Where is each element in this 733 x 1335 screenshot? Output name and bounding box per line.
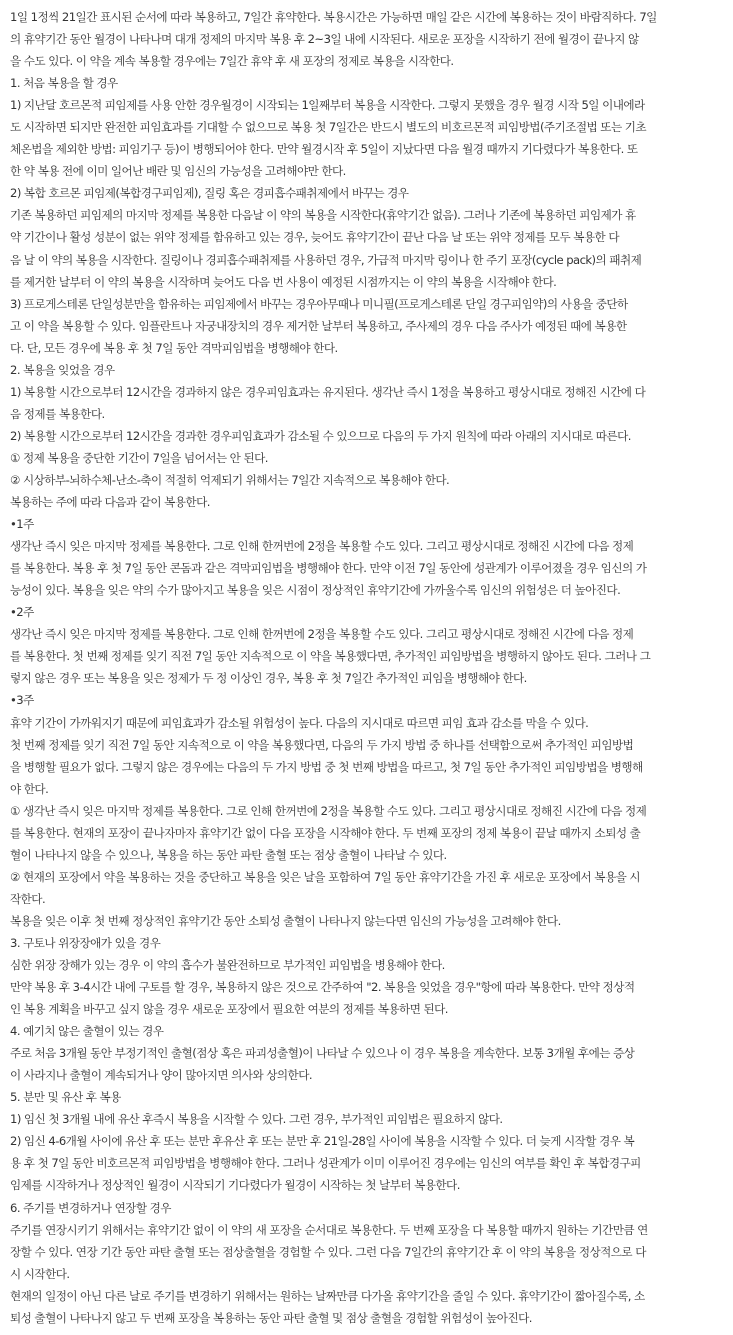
text-line: •3주 — [10, 693, 34, 708]
text-line: 4. 예기치 않은 출혈이 있는 경우 — [10, 1024, 164, 1039]
text-line: 다. 단, 모든 경우에 복용 후 첫 7일 동안 격막피임법을 병행해야 한다. — [10, 340, 338, 355]
text-line: 의 휴약기간 동안 월경이 나타나며 대개 정제의 마지막 복용 후 2~3일 내에 시작된다. 새로운 포장을 시작하기 전에 월경이 끝나지 않 — [10, 32, 639, 47]
text-line: 음 정제를 복용한다. — [10, 406, 105, 421]
text-line: 5. 분만 및 유산 후 복용 — [10, 1090, 121, 1105]
text-line: 3) 프로게스테론 단일성분만을 함유하는 피임제에서 바꾸는 경우아무때나 미니필(프로게스테론 단일 경구피임약)의 사용을 중단하 — [10, 296, 628, 311]
text-line: 1. 처음 복용을 할 경우 — [10, 76, 118, 91]
text-line: 용 후 첫 7일 동안 비호르몬적 피임방법을 병행해야 한다. 그러나 성관계가 이미 이루어진 경우에는 임신의 여부를 확인 후 복합경구피 — [10, 1156, 641, 1171]
text-line: •1주 — [10, 517, 34, 532]
text-line: 임제를 시작하거나 정상적인 월경이 시작되기 기다렸다가 월경이 시작하는 첫 날부터 복용한다. — [10, 1178, 460, 1193]
text-line: 시 시작한다. — [10, 1266, 70, 1281]
text-line: 을 수도 있다. 이 약을 계속 복용할 경우에는 7일간 휴약 후 새 포장의 정제로 복용을 시작한다. — [10, 54, 454, 69]
text-line: ② 현재의 포장에서 약을 복용하는 것을 중단하고 복용을 잊은 날을 포함하여 7일 동안 휴약기간을 가진 후 새로운 포장에서 복용을 시 — [10, 869, 641, 884]
text-line: 야 한다. — [10, 781, 49, 796]
text-line: 복용을 잊은 이후 첫 번째 정상적인 휴약기간 동안 소퇴성 출혈이 나타나지 않는다면 임신의 가능성을 고려해야 한다. — [10, 913, 561, 928]
text-line: 생각난 즉시 잊은 마지막 정제를 복용한다. 그로 인해 한꺼번에 2정을 복용할 수도 있다. 그리고 평상시대로 정해진 시간에 다음 정제 — [10, 627, 634, 642]
text-line: 를 복용한다. 첫 번째 정제를 잊기 직전 7일 동안 지속적으로 이 약을 복용했다면, 추가적인 피임방법을 병행하지 않아도 된다. 그러나 그 — [10, 649, 651, 664]
text-line: 1) 지난달 호르몬적 피임제를 사용 안한 경우월경이 시작되는 1일째부터 복용을 시작한다. 그렇지 못했을 경우 월경 시작 5일 이내에라 — [10, 98, 645, 113]
text-line: 1) 복용할 시간으로부터 12시간을 경과하지 않은 경우피임효과는 유지된다. 생각난 즉시 1정을 복용하고 평상시대로 정해진 시간에 다 — [10, 384, 646, 399]
text-line: 능성이 있다. 복용을 잊은 약의 수가 많아지고 복용을 잊은 시점이 정상적인 휴약기간에 가까울수록 임신의 위험성은 더 높아진다. — [10, 583, 621, 598]
text-line: ① 생각난 즉시 잊은 마지막 정제를 복용한다. 그로 인해 한꺼번에 2정을 복용할 수도 있다. 그리고 평상시대로 정해진 시간에 다음 정제 — [10, 803, 647, 818]
text-line: 를 제거한 날부터 이 약의 복용을 시작하며 늦어도 다음 번 사용이 예정된 시점까지는 이 약의 복용을 시작해야 한다. — [10, 274, 557, 289]
text-line: 한 약 복용 전에 이미 일어난 배란 및 임신의 가능성을 고려해야만 한다. — [10, 164, 346, 179]
text-line: •2주 — [10, 605, 34, 620]
text-line: 혈이 나타나지 않을 수 있으나, 복용을 하는 동안 파탄 출혈 또는 점상 출혈이 나타날 수 있다. — [10, 847, 447, 862]
text-line: 복용하는 주에 따라 다음과 같이 복용한다. — [10, 495, 210, 510]
text-line: 만약 복용 후 3-4시간 내에 구토를 할 경우, 복용하지 않은 것으로 간주하여 "2. 복용을 잊었을 경우"항에 따라 복용한다. 만약 정상적 — [10, 980, 635, 995]
text-line: 인 복용 계획을 바꾸고 싶지 않을 경우 새로운 포장에서 필요한 여분의 정제를 복용하면 된다. — [10, 1002, 448, 1017]
text-line: ② 시상하부-뇌하수체-난소-축이 적절히 억제되기 위해서는 7일간 지속적으로 복용해야 한다. — [10, 472, 450, 487]
text-line: 를 복용한다. 현재의 포장이 끝나자마자 휴약기간 없이 다음 포장을 시작해야 한다. 두 번째 포장의 정제 복용이 끝날 때까지 소퇴성 출 — [10, 825, 641, 840]
text-line: 도 시작하면 되지만 완전한 피임효과를 기대할 수 없으므로 복용 첫 7일간은 반드시 별도의 비호르몬적 피임방법(주기조절법 또는 기초 — [10, 120, 647, 135]
text-line: 현재의 일정이 아닌 다른 날로 주기를 변경하기 위해서는 원하는 날짜만큼 다가올 휴약기간을 줄일 수 있다. 휴약기간이 짧아질수록, 소 — [10, 1288, 645, 1303]
text-line: 약 기간이나 활성 성분이 없는 위약 정제를 함유하고 있는 경우, 늦어도 휴약기간이 끝난 다음 날 또는 위약 정제를 모두 복용한 다 — [10, 230, 619, 245]
text-line: 주기를 연장시키기 위해서는 휴약기간 없이 이 약의 새 포장을 순서대로 복용한다. 두 번째 포장을 다 복용할 때까지 원하는 기간만큼 연 — [10, 1222, 648, 1237]
text-line: 퇴성 출혈이 나타나지 않고 두 번째 포장을 복용하는 동안 파탄 출혈 및 점상 출혈을 경험할 위험성이 높아진다. — [10, 1310, 532, 1325]
text-line: 음 날 이 약의 복용을 시작한다. 질링이나 경피흡수패취제를 사용하던 경우, 가급적 마지막 링이나 한 주기 포장(cycle pack)의 패취제 — [10, 252, 642, 267]
text-line: 이 사라지나 출혈이 계속되거나 양이 많아지면 의사와 상의한다. — [10, 1068, 312, 1083]
text-line: 6. 주기를 변경하거나 연장할 경우 — [10, 1200, 171, 1215]
text-line: 2) 복합 호르몬 피임제(복합경구피임제), 질링 혹은 경피흡수패취제에서 바꾸는 경우 — [10, 186, 409, 201]
text-line: 작한다. — [10, 891, 46, 906]
text-line: 2. 복용을 잊었을 경우 — [10, 362, 115, 377]
text-line: 휴약 기간이 가까워지기 때문에 피임효과가 감소될 위험성이 높다. 다음의 지시대로 따르면 피임 효과 감소를 막을 수 있다. — [10, 715, 589, 730]
text-line: 1일 1정씩 21일간 표시된 순서에 따라 복용하고, 7일간 휴약한다. 복용시간은 가능하면 매일 같은 시간에 복용하는 것이 바람직하다. 7일 — [10, 10, 657, 24]
text-line: 주로 처음 3개월 동안 부정기적인 출혈(점상 혹은 파괴성출혈)이 나타날 수 있으나 이 경우 복용을 계속한다. 보통 3개월 후에는 증상 — [10, 1046, 635, 1061]
text-line: 1) 임신 첫 3개월 내에 유산 후즉시 복용을 시작할 수 있다. 그런 경우, 부가적인 피임법은 필요하지 않다. — [10, 1112, 503, 1127]
text-line: 3. 구토나 위장장애가 있을 경우 — [10, 935, 161, 950]
text-line: 를 복용한다. 복용 후 첫 7일 동안 콘돔과 같은 격막피임법을 병행해야 한다. 만약 이전 7일 동안에 성관계가 이루어졌을 경우 임신의 가 — [10, 561, 647, 576]
text-line: ① 정제 복용을 중단한 기간이 7일을 넘어서는 안 된다. — [10, 450, 268, 465]
text-line: 고 이 약을 복용할 수 있다. 임플란트나 자궁내장치의 경우 제거한 날부터 복용하고, 주사제의 경우 다음 주사가 예정된 때에 복용한 — [10, 318, 627, 333]
text-line: 생각난 즉시 잊은 마지막 정제를 복용한다. 그로 인해 한꺼번에 2정을 복용할 수도 있다. 그리고 평상시대로 정해진 시간에 다음 정제 — [10, 539, 634, 554]
text-line: 기존 복용하던 피임제의 마지막 정제를 복용한 다음날 이 약의 복용을 시작한다(휴약기간 없음). 그러나 기존에 복용하던 피임제가 휴 — [10, 208, 636, 223]
text-line: 렇지 않은 경우 또는 복용을 잊은 정제가 두 정 이상인 경우, 복용 후 첫 7일간 추가적인 피임을 병행해야 한다. — [10, 671, 527, 686]
text-line: 체온법을 제외한 방법: 피임기구 등)이 병행되어야 한다. 만약 월경시작 후 5일이 지났다면 다음 월경 때까지 기다렸다가 복용한다. 또 — [10, 142, 638, 157]
text-line: 2) 임신 4-6개월 사이에 유산 후 또는 분만 후유산 후 또는 분만 후 21일-28일 사이에 복용을 시작할 수 있다. 더 늦게 시작할 경우 복 — [10, 1134, 635, 1149]
text-line: 2) 복용할 시간으로부터 12시간을 경과한 경우피임효과가 감소될 수 있으므로 다음의 두 가지 원칙에 따라 아래의 지시대로 따른다. — [10, 428, 631, 443]
text-line: 첫 번째 정제를 잊기 직전 7일 동안 지속적으로 이 약을 복용했다면, 다음의 두 가지 방법 중 하나를 선택함으로써 추가적인 피임방법 — [10, 737, 634, 752]
text-line: 장할 수 있다. 연장 기간 동안 파탄 출혈 또는 점상출혈을 경험할 수 있다. 그런 다음 7일간의 휴약기간 후 이 약의 복용을 정상적으로 다 — [10, 1244, 646, 1259]
text-line: 심한 위장 장해가 있는 경우 이 약의 흡수가 불완전하므로 부가적인 피임법을 병용해야 한다. — [10, 958, 445, 973]
text-line: 을 병행할 필요가 없다. 그렇지 않은 경우에는 다음의 두 가지 방법 중 첫 번째 방법을 따르고, 첫 7일 동안 추가적인 피임방법을 병행해 — [10, 759, 643, 774]
